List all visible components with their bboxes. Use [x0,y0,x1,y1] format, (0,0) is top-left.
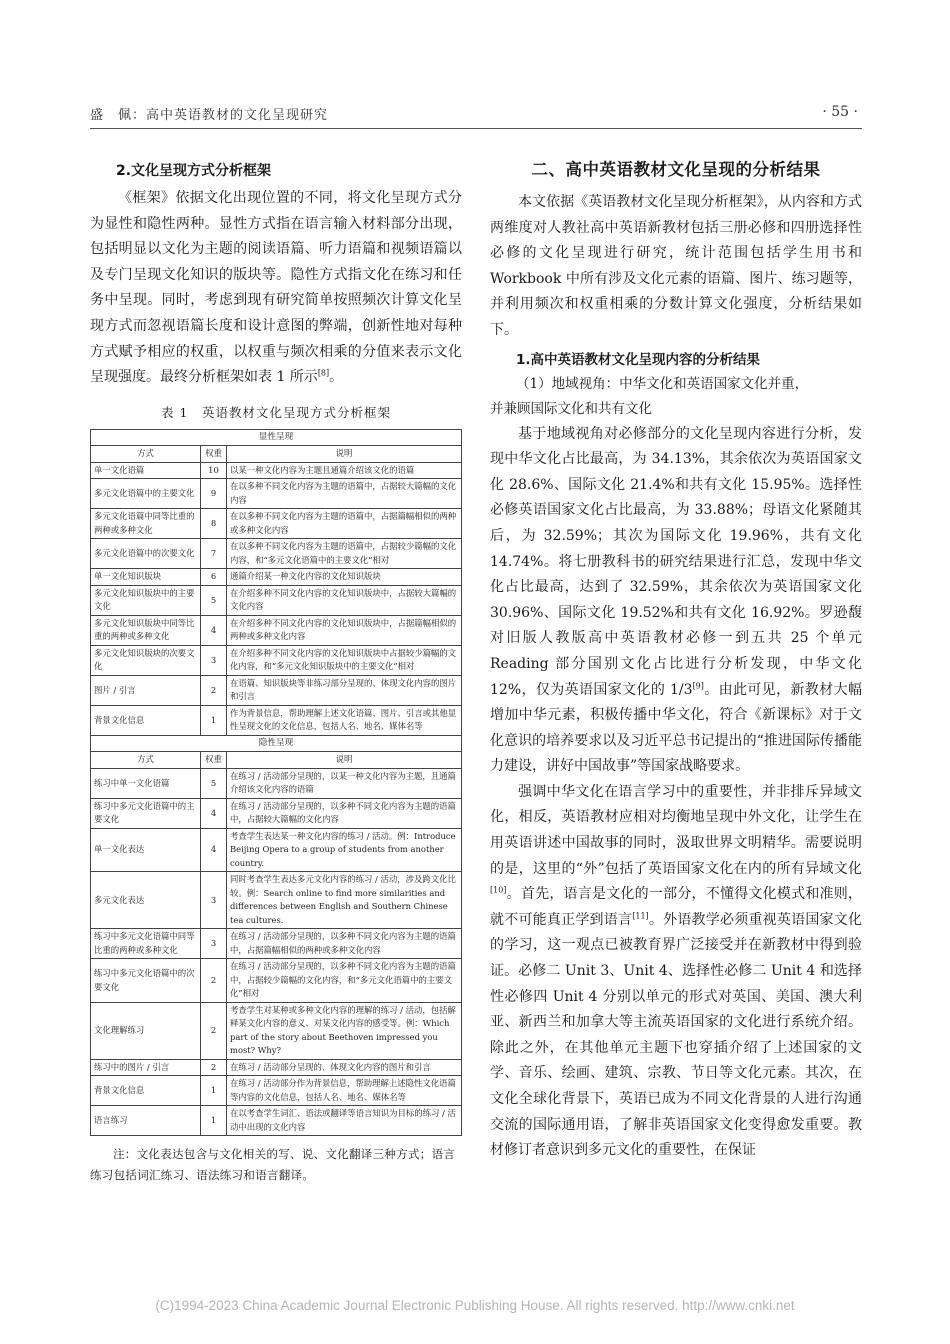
right-column [490,148,862,1164]
method-cell: 练习中多元文化语篇中同等比重的两种或多种文化 [91,929,201,959]
weight-cell: 1 [201,1106,227,1136]
paragraph: 基于地域视角对必修部分的文化呈现内容进行分析，发现中华文化占比最高，为 34.13%，其余依次为英语国家文化 28.6%、国际文化 21.4%和共有文化 15.95%。选择性必修英语国家文化占比最高，为 33.88%；母语文化紧随其后，为 32.59%；其次为国际文化 19.96%，共有文化 14.74%。将七册教科书的研究结果进行汇总，发现中华文化占比最高，达到了 32.59%，其余依次为英语国家文化 30.96%、国际文化 19.52%和共有文化 16.92%。罗逊馥对旧版人教版高中英语教材必修一到五共 25 个单元 Reading 部分国别文化占比进行分析发现，中华文化 12%，仅为英语国家文化的 1/3[9]。由此可见，新教材大幅增加中华元素，积极传播中华文化，符合《新课标》对于文化意识的培养要求以及习近平总书记提出的“推进国际传播能力建设，讲好中国故事”等国家战略要求。 [490,425,862,775]
point-heading-line1: （1）地域视角：中华文化和英语国家文化并重， [516,375,809,392]
method-cell: 多元文化知识版块的次要文化 [91,645,201,675]
weight-cell: 4 [201,798,227,828]
desc-cell: 在语篇、知识版块等非练习部分呈现的、体现文化内容的图片和引言 [227,675,462,705]
weight-cell: 10 [201,462,227,479]
header-rule [90,128,862,129]
desc-cell: 在练习 / 活动部分呈现的、体现文化内容的图片和引言 [227,1059,462,1076]
table-row [91,872,462,929]
method-cell: 练习中多元文化语篇中的次要文化 [91,959,201,1003]
section-title: 二、高中英语教材文化呈现的分析结果 [531,160,821,179]
table-row [91,462,462,479]
method-cell: 多元文化语篇中同等比重的两种或多种文化 [91,509,201,539]
weight-cell: 8 [201,509,227,539]
desc-cell: 在以考查学生词汇、语法或翻译等语言知识为目标的练习 / 活动中出现的文化内容 [227,1106,462,1136]
desc-cell: 通篇介绍某一种文化内容的文化知识版块 [227,569,462,586]
weight-cell: 5 [201,768,227,798]
weight-cell: 1 [201,1076,227,1106]
table-caption: 表 1 英语教材文化呈现方式分析框架 [161,404,391,420]
point-heading-line2: 并兼顾国际文化和共有文化 [490,400,652,417]
desc-cell: 在介绍多种不同文化内容的文化知识版块中占据较少篇幅的文化内容，和“多元文化知识版块中的主要文化”相对 [227,645,462,675]
weight-cell: 1 [201,705,227,735]
method-cell: 语言练习 [91,1106,201,1136]
table-row [91,705,462,735]
method-cell: 单一文化知识版块 [91,569,201,586]
weight-cell: 2 [201,1002,227,1059]
table-row [91,479,462,509]
method-cell: 单一文化表达 [91,828,201,872]
method-cell: 背景文化信息 [91,705,201,735]
weight-cell: 2 [201,675,227,705]
weight-cell: 6 [201,569,227,586]
weight-cell: 2 [201,1059,227,1076]
paragraph: 强调中华文化在语言学习中的重要性，并非排斥异域文化，相反，英语教材应相对均衡地呈现中外文化，让学生在用英语讲述中国故事的同时，汲取世界文明精华。需要说明的是，这里的“外”包括了英语国家文化在内的所有异域文化[10]。首先，语言是文化的一部分，不懂得文化模式和准则，就不可能真正学到语言[11]。外语教学必须重视英语国家文化的学习，这一观点已被教育界广泛接受并在新教材中得到验证。必修二 Unit 3、Unit 4、选择性必修二 Unit 4 和选择性必修四 Unit 4 分别以单元的形式对英国、美国、澳大利亚、新西兰和加拿大等主流英语国家的文化进行系统介绍。除此之外，在其他单元主题下也穿插介绍了上述国家的文学、音乐、绘画、建筑、宗教、节日等文化元素。其次，在文化全球化背景下，英语已成为不同文化背景的人进行沟通交流的国际通用语，了解非英语国家文化变得愈发重要。教材修订者意识到多元文化的重要性，在保证 [490,783,863,1159]
table-row [91,1059,462,1076]
desc-cell: 在以多种不同文化内容为主题的语篇中，占据较大篇幅的文化内容 [227,479,462,509]
desc-cell: 在练习 / 活动部分呈现的，以某一种文化内容为主题，且通篇介绍该文化内容的语篇 [227,768,462,798]
table-row [91,1002,462,1059]
method-cell: 练习中的图片 / 引言 [91,1059,201,1076]
desc-cell: 同时考查学生表达多元文化内容的练习 / 活动，涉及跨文化比较。例：Search online to find more similarities and differences between English and Southern Chinese tea cultures. [227,872,462,929]
explicit-section-title: 显性呈现 [91,429,462,446]
desc-cell: 在练习 / 活动部分作为背景信息，帮助理解上述隐性文化语篇等内容的文化信息，包括人名、地名、媒体名等 [227,1076,462,1106]
citation: [10] [490,885,507,895]
method-cell: 文化理解练习 [91,1002,201,1059]
col-desc-header: 说明 [227,446,462,463]
method-cell: 图片 / 引言 [91,675,201,705]
table-row [91,959,462,1003]
weight-cell: 7 [201,539,227,569]
copyright-footer: (C)1994-2023 China Academic Journal Electronic Publishing House. All rights reserved. http://www.cnki.net [155,1298,795,1313]
table-row [91,828,462,872]
method-cell: 多元文化知识版块中同等比重的两种或多种文化 [91,615,201,645]
desc-cell: 在练习 / 活动部分呈现的，以多种不同文化内容为主题的语篇中，占据较少篇幅的文化内容，和“多元文化语篇中的主要文化”相对 [227,959,462,1003]
weight-cell: 5 [201,585,227,615]
table-note: 注：文化表达包含与文化相关的写、说、文化翻译三种方式；语言练习包括词汇练习、语法练习和语言翻译。 [90,1147,456,1183]
table-row [91,675,462,705]
method-cell: 单一文化语篇 [91,462,201,479]
col-desc-header: 说明 [227,752,462,769]
table-row [91,929,462,959]
table-row [91,569,462,586]
desc-cell: 考查学生对某种或多种文化内容的理解的练习 / 活动，包括解释某文化内容的意义、对某文化内容的感受等。例：Which part of the story about Beethoven impressed you most? Why? [227,1002,462,1059]
table-row [91,509,462,539]
desc-cell: 在以多种不同文化内容为主题的语篇中，占据篇幅相似的两种或多种文化内容 [227,509,462,539]
method-cell: 多元文化表达 [91,872,201,929]
section-heading: 2.文化呈现方式分析框架 [116,163,272,179]
weight-cell: 4 [201,615,227,645]
weight-cell: 2 [201,959,227,1003]
table-row [91,768,462,798]
desc-cell: 在练习 / 活动部分呈现的，以多种不同文化内容为主题的语篇中，占据篇幅相似的两种或多种文化内容 [227,929,462,959]
citation: [9] [692,680,704,690]
weight-cell: 4 [201,828,227,872]
citation: [11] [632,911,649,921]
method-cell: 多元文化语篇中的次要文化 [91,539,201,569]
col-weight-header: 权重 [201,446,227,463]
table-row [91,585,462,615]
desc-cell: 作为背景信息，帮助理解上述文化语篇、图片、引言或其他显性呈现文化的文化信息，包括人名、地名、媒体名等 [227,705,462,735]
col-method-header: 方式 [91,446,201,463]
desc-cell: 在以多种不同文化内容为主题的语篇中，占据较少篇幅的文化内容，和“多元文化语篇中的主要文化”相对 [227,539,462,569]
implicit-section-title: 隐性呈现 [91,735,462,752]
method-cell: 多元文化知识版块中的主要文化 [91,585,201,615]
desc-cell: 以某一种文化内容为主题且通篇介绍该文化的语篇 [227,462,462,479]
left-column [90,148,462,1186]
desc-cell: 在介绍多种不同文化内容的文化知识版块中，占据篇幅相似的两种或多种文化内容 [227,615,462,645]
page-number: · 55 · [822,104,858,120]
desc-cell: 在介绍多种不同文化内容的文化知识版块中，占据较大篇幅的文化内容 [227,585,462,615]
method-cell: 背景文化信息 [91,1076,201,1106]
weight-cell: 3 [201,929,227,959]
table-row [91,1076,462,1106]
weight-cell: 9 [201,479,227,509]
sub-heading: 1.高中英语教材文化呈现内容的分析结果 [516,351,761,368]
paragraph: 本文依据《英语教材文化呈现分析框架》，从内容和方式两维度对人教社高中英语新教材包括三册必修和四册选择性必修的文化呈现进行研究，统计范围包括学生用书和 Workbook 中所有涉及文化元素的语篇、图片、练习题等，并利用频次和权重相乘的分数计算文化强度，分析结果如下。 [490,194,862,338]
table-row [91,645,462,675]
running-title: 盛 佩：高中英语教材的文化呈现研究 [90,108,329,123]
table-row [91,798,462,828]
col-method-header: 方式 [91,752,201,769]
desc-cell: 在练习 / 活动部分呈现的，以多种不同文化内容为主题的语篇中，占据较大篇幅的文化内容 [227,798,462,828]
table-row [91,1106,462,1136]
table-row [91,539,462,569]
weight-cell: 3 [201,645,227,675]
table-row [91,615,462,645]
weight-cell: 3 [201,872,227,929]
framework-table [90,429,462,1137]
paragraph: 《框架》依据文化出现位置的不同，将文化呈现方式分为显性和隐性两种。显性方式指在语言输入材料部分出现，包括明显以文化为主题的阅读语篇、听力语篇和视频语篇以及专门呈现文化知识的版块等。隐性方式指文化在练习和任务中呈现。同时，考虑到现有研究简单按照频次计算文化呈现方式而忽视语篇长度和设计意图的弊端，创新性地对每种方式赋予相应的权重，以权重与频次相乘的分值来表示文化呈现强度。最终分析框架如表 1 所示[8]。 [90,190,462,386]
citation: [8] [317,368,330,378]
method-cell: 多元文化语篇中的主要文化 [91,479,201,509]
method-cell: 练习中单一文化语篇 [91,768,201,798]
desc-cell: 考查学生表达某一种文化内容的练习 / 活动。例：Introduce Beijing Opera to a group of students from another country. [227,828,462,872]
col-weight-header: 权重 [201,752,227,769]
method-cell: 练习中多元文化语篇中的主要文化 [91,798,201,828]
